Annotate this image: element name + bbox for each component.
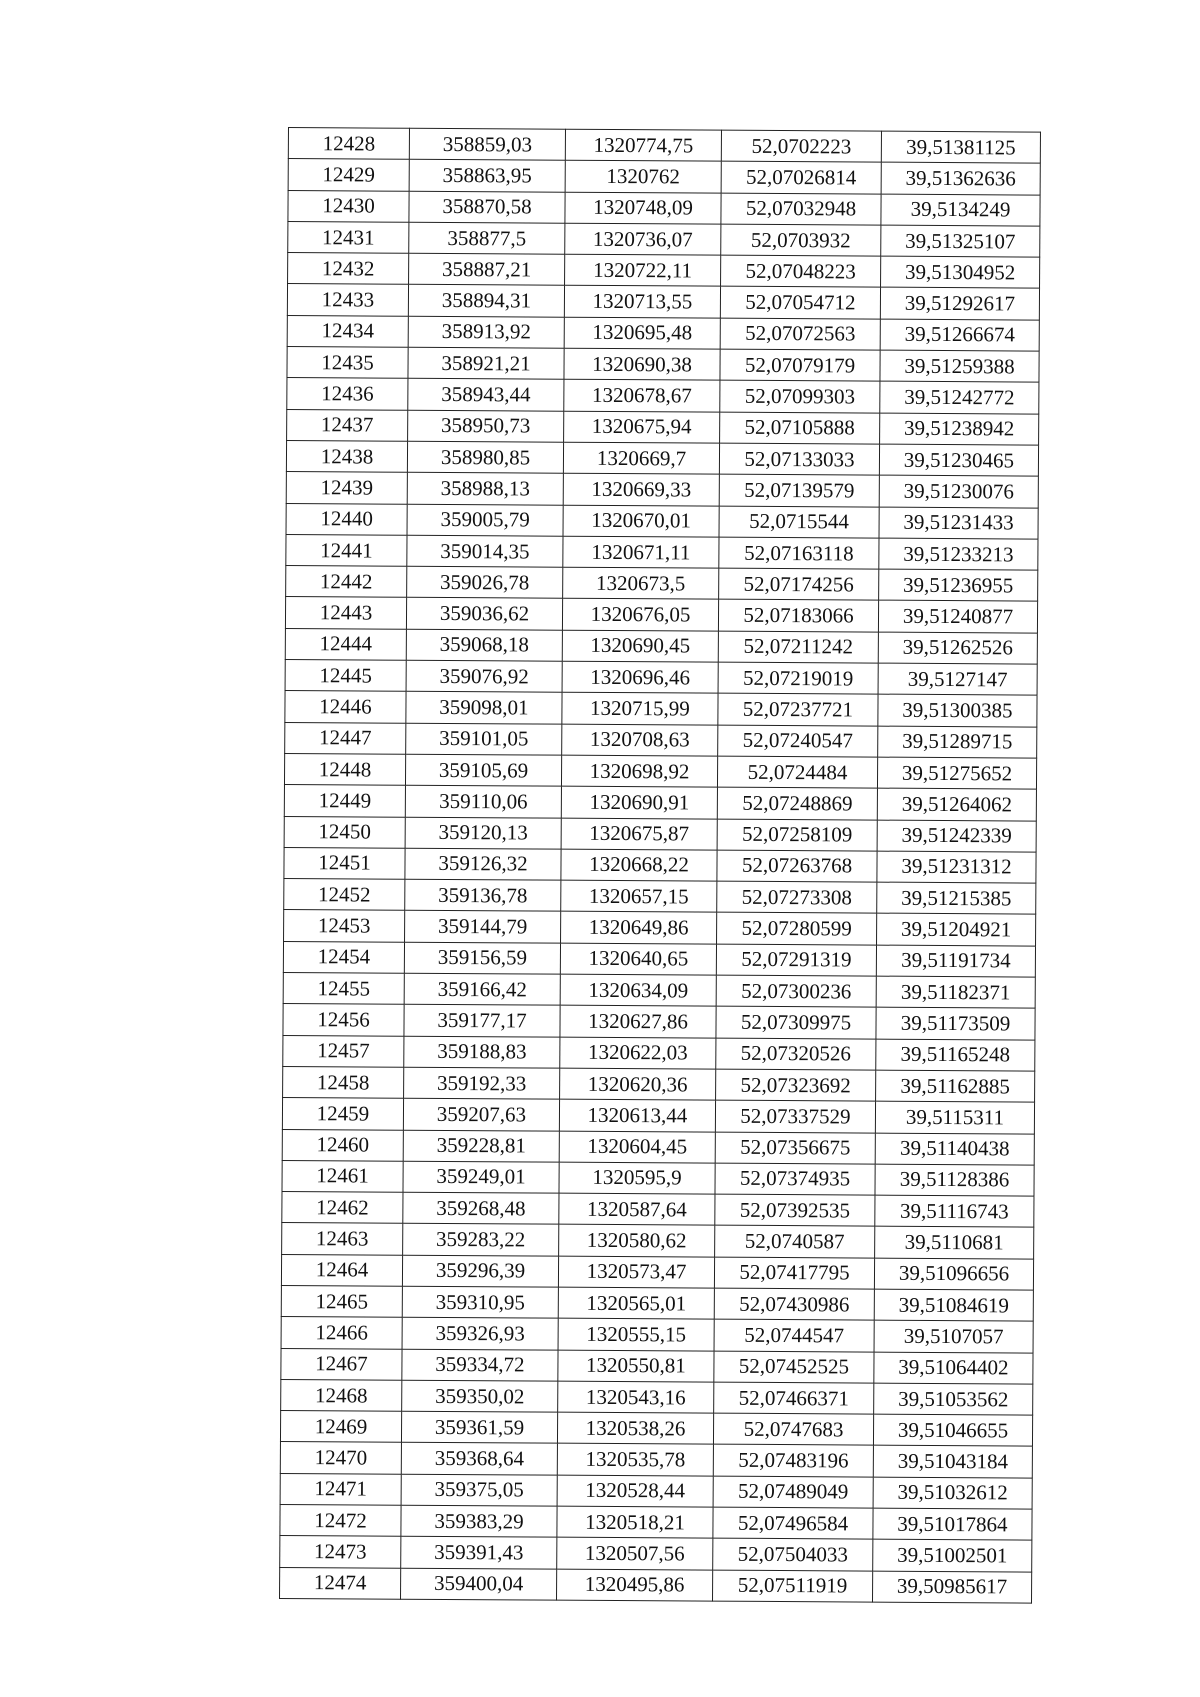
coordinates-table-body <box>280 128 1041 1604</box>
longitude-cell: 39,51032612 <box>873 1477 1032 1509</box>
longitude-cell: 39,51140438 <box>875 1133 1034 1165</box>
point-number-cell: 12441 <box>286 534 407 566</box>
table-row <box>288 221 1040 257</box>
table-row <box>287 284 1039 320</box>
latitude-cell: 52,0702223 <box>721 130 881 162</box>
longitude-cell: 39,51204921 <box>877 914 1036 946</box>
point-number-cell: 12471 <box>280 1473 401 1505</box>
y-coordinate-cell: 1320495,86 <box>557 1569 713 1601</box>
coordinates-table <box>279 127 1041 1604</box>
y-coordinate-cell: 1320713,55 <box>564 286 720 318</box>
longitude-cell: 39,51173509 <box>876 1007 1035 1039</box>
x-coordinate-cell: 359368,64 <box>401 1443 557 1475</box>
table-row <box>286 534 1038 570</box>
latitude-cell: 52,07258109 <box>717 819 877 851</box>
x-coordinate-cell: 359207,63 <box>403 1098 559 1130</box>
y-coordinate-cell: 1320695,48 <box>564 317 720 349</box>
x-coordinate-cell: 359383,29 <box>401 1505 557 1537</box>
y-coordinate-cell: 1320528,44 <box>557 1475 713 1507</box>
longitude-cell: 39,51233213 <box>879 538 1038 570</box>
point-number-cell: 12434 <box>287 315 408 347</box>
x-coordinate-cell: 358921,21 <box>408 347 564 379</box>
point-number-cell: 12457 <box>283 1035 404 1067</box>
x-coordinate-cell: 359326,93 <box>402 1318 558 1350</box>
point-number-cell: 12456 <box>283 1004 404 1036</box>
point-number-cell: 12460 <box>282 1129 403 1161</box>
latitude-cell: 52,07026814 <box>721 161 881 193</box>
x-coordinate-cell: 359310,95 <box>402 1286 558 1318</box>
latitude-cell: 52,07273308 <box>717 881 877 913</box>
y-coordinate-cell: 1320670,01 <box>563 505 719 537</box>
x-coordinate-cell: 359296,39 <box>402 1255 558 1287</box>
table-row <box>281 1348 1033 1384</box>
point-number-cell: 12444 <box>285 628 406 660</box>
latitude-cell: 52,07133033 <box>719 443 879 475</box>
longitude-cell: 39,51304952 <box>881 256 1040 288</box>
y-coordinate-cell: 1320627,86 <box>560 1005 716 1037</box>
y-coordinate-cell: 1320696,46 <box>562 661 718 693</box>
latitude-cell: 52,07072563 <box>720 318 880 350</box>
point-number-cell: 12428 <box>288 128 409 160</box>
table-row <box>283 1004 1035 1040</box>
y-coordinate-cell: 1320698,92 <box>561 755 717 787</box>
table-row <box>283 1035 1035 1071</box>
latitude-cell: 52,07300236 <box>716 975 876 1007</box>
table-row <box>288 159 1040 195</box>
point-number-cell: 12454 <box>283 941 404 973</box>
point-number-cell: 12469 <box>280 1411 401 1443</box>
table-row <box>282 1098 1034 1134</box>
table-row <box>284 910 1036 946</box>
point-number-cell: 12465 <box>281 1285 402 1317</box>
latitude-cell: 52,07323692 <box>716 1069 876 1101</box>
latitude-cell: 52,07240547 <box>718 725 878 757</box>
x-coordinate-cell: 359375,05 <box>401 1474 557 1506</box>
y-coordinate-cell: 1320595,9 <box>559 1162 715 1194</box>
latitude-cell: 52,07248869 <box>717 787 877 819</box>
latitude-cell: 52,07054712 <box>720 287 880 319</box>
latitude-cell: 52,07032948 <box>721 193 881 225</box>
latitude-cell: 52,07337529 <box>715 1100 875 1132</box>
table-row <box>284 879 1036 915</box>
longitude-cell: 39,51381125 <box>881 131 1040 163</box>
latitude-cell: 52,07483196 <box>713 1445 873 1477</box>
point-number-cell: 12449 <box>284 785 405 817</box>
point-number-cell: 12439 <box>286 472 407 504</box>
x-coordinate-cell: 359391,43 <box>401 1537 557 1569</box>
x-coordinate-cell: 359192,33 <box>404 1067 560 1099</box>
table-row <box>282 1160 1034 1196</box>
longitude-cell: 39,51017864 <box>873 1508 1032 1540</box>
point-number-cell: 12468 <box>281 1379 402 1411</box>
y-coordinate-cell: 1320538,26 <box>557 1412 713 1444</box>
point-number-cell: 12430 <box>288 190 409 222</box>
latitude-cell: 52,07291319 <box>716 944 876 976</box>
longitude-cell: 39,51162885 <box>876 1070 1035 1102</box>
point-number-cell: 12447 <box>285 722 406 754</box>
point-number-cell: 12458 <box>283 1066 404 1098</box>
latitude-cell: 52,07489049 <box>713 1476 873 1508</box>
table-row <box>287 347 1039 383</box>
longitude-cell: 39,51043184 <box>873 1446 1032 1478</box>
x-coordinate-cell: 359283,22 <box>403 1224 559 1256</box>
x-coordinate-cell: 358887,21 <box>409 253 565 285</box>
point-number-cell: 12472 <box>280 1505 401 1537</box>
y-coordinate-cell: 1320669,33 <box>563 473 719 505</box>
longitude-cell: 39,50985617 <box>873 1571 1032 1603</box>
latitude-cell: 52,07392535 <box>715 1194 875 1226</box>
longitude-cell: 39,51084619 <box>874 1289 1033 1321</box>
point-number-cell: 12463 <box>282 1223 403 1255</box>
latitude-cell: 52,07237721 <box>718 693 878 725</box>
point-number-cell: 12446 <box>285 691 406 723</box>
longitude-cell: 39,5110681 <box>875 1226 1034 1258</box>
longitude-cell: 39,51289715 <box>878 726 1037 758</box>
y-coordinate-cell: 1320555,15 <box>558 1318 714 1350</box>
longitude-cell: 39,51264062 <box>877 788 1036 820</box>
longitude-cell: 39,51128386 <box>875 1164 1034 1196</box>
x-coordinate-cell: 359126,32 <box>405 848 561 880</box>
table-row <box>281 1317 1033 1353</box>
y-coordinate-cell: 1320673,5 <box>563 567 719 599</box>
x-coordinate-cell: 359014,35 <box>407 535 563 567</box>
table-row <box>284 753 1036 789</box>
latitude-cell: 52,07452525 <box>714 1351 874 1383</box>
x-coordinate-cell: 358913,92 <box>408 316 564 348</box>
longitude-cell: 39,51266674 <box>880 319 1039 351</box>
table-row <box>286 566 1038 602</box>
latitude-cell: 52,07183066 <box>718 600 878 632</box>
x-coordinate-cell: 359156,59 <box>404 942 560 974</box>
table-row <box>285 597 1037 633</box>
x-coordinate-cell: 359350,02 <box>402 1380 558 1412</box>
longitude-cell: 39,51230076 <box>879 475 1038 507</box>
longitude-cell: 39,51292617 <box>880 288 1039 320</box>
x-coordinate-cell: 359177,17 <box>404 1005 560 1037</box>
latitude-cell: 52,07309975 <box>716 1006 876 1038</box>
latitude-cell: 52,07219019 <box>718 662 878 694</box>
table-row <box>283 1066 1035 1102</box>
table-row <box>285 628 1037 664</box>
point-number-cell: 12467 <box>281 1348 402 1380</box>
longitude-cell: 39,51096656 <box>874 1258 1033 1290</box>
table-row <box>280 1505 1032 1541</box>
y-coordinate-cell: 1320620,36 <box>560 1068 716 1100</box>
table-row <box>285 691 1037 727</box>
x-coordinate-cell: 359105,69 <box>405 754 561 786</box>
latitude-cell: 52,07320526 <box>716 1038 876 1070</box>
x-coordinate-cell: 359188,83 <box>404 1036 560 1068</box>
x-coordinate-cell: 358950,73 <box>408 410 564 442</box>
table-row <box>280 1567 1032 1603</box>
longitude-cell: 39,5134249 <box>881 194 1040 226</box>
point-number-cell: 12448 <box>284 753 405 785</box>
y-coordinate-cell: 1320668,22 <box>561 849 717 881</box>
longitude-cell: 39,51215385 <box>877 882 1036 914</box>
latitude-cell: 52,07079179 <box>720 349 880 381</box>
latitude-cell: 52,07356675 <box>715 1132 875 1164</box>
point-number-cell: 12453 <box>284 910 405 942</box>
table-row <box>288 253 1040 289</box>
longitude-cell: 39,5107057 <box>874 1320 1033 1352</box>
y-coordinate-cell: 1320715,99 <box>562 693 718 725</box>
table-row <box>281 1379 1033 1415</box>
table-row <box>288 128 1040 164</box>
y-coordinate-cell: 1320748,09 <box>565 192 721 224</box>
x-coordinate-cell: 358859,03 <box>409 128 565 160</box>
point-number-cell: 12450 <box>284 816 405 848</box>
y-coordinate-cell: 1320675,94 <box>564 411 720 443</box>
x-coordinate-cell: 359120,13 <box>405 817 561 849</box>
table-row <box>284 847 1036 883</box>
point-number-cell: 12459 <box>282 1098 403 1130</box>
longitude-cell: 39,51236955 <box>879 569 1038 601</box>
y-coordinate-cell: 1320535,78 <box>557 1444 713 1476</box>
x-coordinate-cell: 359400,04 <box>401 1568 557 1600</box>
y-coordinate-cell: 1320587,64 <box>559 1193 715 1225</box>
y-coordinate-cell: 1320649,86 <box>561 912 717 944</box>
y-coordinate-cell: 1320640,65 <box>560 943 716 975</box>
table-row <box>282 1192 1034 1228</box>
latitude-cell: 52,07105888 <box>720 412 880 444</box>
table-row <box>280 1411 1032 1447</box>
y-coordinate-cell: 1320690,45 <box>562 630 718 662</box>
y-coordinate-cell: 1320507,56 <box>557 1538 713 1570</box>
y-coordinate-cell: 1320678,67 <box>564 380 720 412</box>
longitude-cell: 39,5127147 <box>878 663 1037 695</box>
x-coordinate-cell: 359036,62 <box>406 598 562 630</box>
point-number-cell: 12437 <box>287 409 408 441</box>
x-coordinate-cell: 359026,78 <box>407 566 563 598</box>
table-row <box>286 440 1038 476</box>
table-row <box>283 941 1035 977</box>
longitude-cell: 39,5115311 <box>875 1101 1034 1133</box>
latitude-cell: 52,07174256 <box>719 568 879 600</box>
table-row <box>285 660 1037 696</box>
longitude-cell: 39,51262526 <box>878 632 1037 664</box>
latitude-cell: 52,07099303 <box>720 381 880 413</box>
longitude-cell: 39,51242339 <box>877 820 1036 852</box>
x-coordinate-cell: 358988,13 <box>407 473 563 505</box>
x-coordinate-cell: 359249,01 <box>403 1161 559 1193</box>
y-coordinate-cell: 1320669,7 <box>563 442 719 474</box>
y-coordinate-cell: 1320613,44 <box>559 1099 715 1131</box>
point-number-cell: 12461 <box>282 1160 403 1192</box>
y-coordinate-cell: 1320580,62 <box>559 1225 715 1257</box>
y-coordinate-cell: 1320622,03 <box>560 1037 716 1069</box>
table-row <box>286 503 1038 539</box>
x-coordinate-cell: 359136,78 <box>405 879 561 911</box>
point-number-cell: 12440 <box>286 503 407 535</box>
latitude-cell: 52,07048223 <box>721 255 881 287</box>
latitude-cell: 52,07263768 <box>717 850 877 882</box>
point-number-cell: 12436 <box>287 378 408 410</box>
latitude-cell: 52,07496584 <box>713 1507 873 1539</box>
point-number-cell: 12431 <box>288 221 409 253</box>
x-coordinate-cell: 359068,18 <box>406 629 562 661</box>
table-row <box>288 190 1040 226</box>
x-coordinate-cell: 359098,01 <box>406 692 562 724</box>
longitude-cell: 39,51064402 <box>874 1352 1033 1384</box>
latitude-cell: 52,0724484 <box>717 756 877 788</box>
longitude-cell: 39,51238942 <box>880 413 1039 445</box>
longitude-cell: 39,51242772 <box>880 381 1039 413</box>
latitude-cell: 52,07511919 <box>713 1570 873 1602</box>
y-coordinate-cell: 1320543,16 <box>558 1381 714 1413</box>
x-coordinate-cell: 359361,59 <box>401 1411 557 1443</box>
latitude-cell: 52,0747683 <box>713 1413 873 1445</box>
longitude-cell: 39,51002501 <box>873 1539 1032 1571</box>
latitude-cell: 52,07280599 <box>717 913 877 945</box>
y-coordinate-cell: 1320774,75 <box>565 129 721 161</box>
table-row <box>287 378 1039 414</box>
longitude-cell: 39,51116743 <box>875 1195 1034 1227</box>
x-coordinate-cell: 359101,05 <box>406 723 562 755</box>
latitude-cell: 52,0744547 <box>714 1319 874 1351</box>
longitude-cell: 39,51231433 <box>879 507 1038 539</box>
longitude-cell: 39,51230465 <box>879 444 1038 476</box>
table-row <box>280 1473 1032 1509</box>
latitude-cell: 52,07466371 <box>714 1382 874 1414</box>
point-number-cell: 12464 <box>281 1254 402 1286</box>
y-coordinate-cell: 1320671,11 <box>563 536 719 568</box>
y-coordinate-cell: 1320690,38 <box>564 348 720 380</box>
table-row <box>287 409 1039 445</box>
table-row <box>281 1254 1033 1290</box>
x-coordinate-cell: 358894,31 <box>408 285 564 317</box>
point-number-cell: 12474 <box>280 1567 401 1599</box>
x-coordinate-cell: 359268,48 <box>403 1192 559 1224</box>
point-number-cell: 12442 <box>286 566 407 598</box>
latitude-cell: 52,07417795 <box>714 1257 874 1289</box>
longitude-cell: 39,51231312 <box>877 851 1036 883</box>
y-coordinate-cell: 1320518,21 <box>557 1506 713 1538</box>
x-coordinate-cell: 358943,44 <box>408 379 564 411</box>
y-coordinate-cell: 1320722,11 <box>565 254 721 286</box>
longitude-cell: 39,51046655 <box>873 1414 1032 1446</box>
y-coordinate-cell: 1320657,15 <box>561 880 717 912</box>
longitude-cell: 39,51325107 <box>881 225 1040 257</box>
latitude-cell: 52,07430986 <box>714 1288 874 1320</box>
point-number-cell: 12455 <box>283 973 404 1005</box>
y-coordinate-cell: 1320762 <box>565 160 721 192</box>
table-row <box>282 1129 1034 1165</box>
latitude-cell: 52,0703932 <box>721 224 881 256</box>
y-coordinate-cell: 1320565,01 <box>558 1287 714 1319</box>
y-coordinate-cell: 1320676,05 <box>562 599 718 631</box>
x-coordinate-cell: 359228,81 <box>403 1130 559 1162</box>
x-coordinate-cell: 359144,79 <box>405 911 561 943</box>
x-coordinate-cell: 358863,95 <box>409 160 565 192</box>
table-row <box>283 973 1035 1009</box>
table-row <box>286 472 1038 508</box>
x-coordinate-cell: 359076,92 <box>406 660 562 692</box>
table-row <box>285 722 1037 758</box>
x-coordinate-cell: 359166,42 <box>404 973 560 1005</box>
table-row <box>287 315 1039 351</box>
point-number-cell: 12473 <box>280 1536 401 1568</box>
y-coordinate-cell: 1320675,87 <box>561 818 717 850</box>
x-coordinate-cell: 359334,72 <box>402 1349 558 1381</box>
point-number-cell: 12433 <box>287 284 408 316</box>
point-number-cell: 12438 <box>286 440 407 472</box>
latitude-cell: 52,07163118 <box>719 537 879 569</box>
longitude-cell: 39,51191734 <box>876 945 1035 977</box>
point-number-cell: 12445 <box>285 660 406 692</box>
point-number-cell: 12435 <box>287 347 408 379</box>
point-number-cell: 12466 <box>281 1317 402 1349</box>
y-coordinate-cell: 1320634,09 <box>560 974 716 1006</box>
latitude-cell: 52,0740587 <box>715 1226 875 1258</box>
longitude-cell: 39,51165248 <box>876 1039 1035 1071</box>
longitude-cell: 39,51182371 <box>876 976 1035 1008</box>
latitude-cell: 52,0715544 <box>719 506 879 538</box>
longitude-cell: 39,51275652 <box>877 757 1036 789</box>
x-coordinate-cell: 358877,5 <box>409 222 565 254</box>
point-number-cell: 12451 <box>284 847 405 879</box>
point-number-cell: 12432 <box>288 253 409 285</box>
latitude-cell: 52,07139579 <box>719 474 879 506</box>
point-number-cell: 12429 <box>288 159 409 191</box>
y-coordinate-cell: 1320573,47 <box>558 1256 714 1288</box>
longitude-cell: 39,51362636 <box>881 162 1040 194</box>
point-number-cell: 12443 <box>285 597 406 629</box>
y-coordinate-cell: 1320550,81 <box>558 1350 714 1382</box>
y-coordinate-cell: 1320736,07 <box>565 223 721 255</box>
table-row <box>282 1223 1034 1259</box>
point-number-cell: 12470 <box>280 1442 401 1474</box>
point-number-cell: 12462 <box>282 1192 403 1224</box>
table-row <box>280 1536 1032 1572</box>
longitude-cell: 39,51259388 <box>880 350 1039 382</box>
longitude-cell: 39,51240877 <box>878 601 1037 633</box>
y-coordinate-cell: 1320708,63 <box>562 724 718 756</box>
y-coordinate-cell: 1320604,45 <box>559 1131 715 1163</box>
x-coordinate-cell: 359005,79 <box>407 504 563 536</box>
longitude-cell: 39,51300385 <box>878 694 1037 726</box>
x-coordinate-cell: 358980,85 <box>407 441 563 473</box>
x-coordinate-cell: 358870,58 <box>409 191 565 223</box>
latitude-cell: 52,07374935 <box>715 1163 875 1195</box>
point-number-cell: 12452 <box>284 879 405 911</box>
table-row <box>284 816 1036 852</box>
y-coordinate-cell: 1320690,91 <box>561 786 717 818</box>
table-row <box>284 785 1036 821</box>
table-row <box>281 1285 1033 1321</box>
x-coordinate-cell: 359110,06 <box>405 785 561 817</box>
table-row <box>280 1442 1032 1478</box>
latitude-cell: 52,07504033 <box>713 1538 873 1570</box>
latitude-cell: 52,07211242 <box>718 631 878 663</box>
longitude-cell: 39,51053562 <box>874 1383 1033 1415</box>
